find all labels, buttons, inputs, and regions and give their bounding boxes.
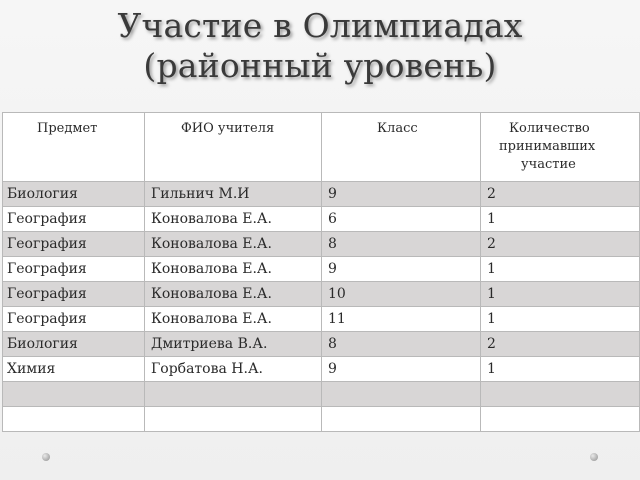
cell-teacher: [144, 357, 321, 381]
cell-grade-text: 8: [328, 236, 337, 252]
title-line-1: Участие в Олимпиадах: [117, 6, 523, 45]
cell-subject: [2, 257, 144, 281]
title-line-2: (районный уровень): [143, 46, 497, 85]
cell-teacher-text: Дмитриева В.А.: [151, 336, 268, 352]
cell-grade: [321, 182, 480, 206]
cell-teacher-text: Коновалова Е.А.: [151, 211, 272, 227]
table-row: [2, 306, 640, 331]
cell-teacher: [144, 257, 321, 281]
header-teacher-label: ФИО учителя: [181, 121, 275, 136]
cell-grade-text: 9: [328, 261, 337, 277]
cell-grade: [321, 207, 480, 231]
cell-subject: [2, 182, 144, 206]
cell-grade: [321, 307, 480, 331]
cell-grade: [321, 382, 480, 406]
cell-count-text: 2: [487, 236, 496, 252]
cell-subject: [2, 332, 144, 356]
cell-count-text: 2: [487, 186, 496, 202]
cell-teacher-text: Коновалова Е.А.: [151, 311, 272, 327]
cell-subject: [2, 382, 144, 406]
cell-subject-text: География: [7, 286, 87, 302]
cell-subject: [2, 207, 144, 231]
cell-teacher: [144, 332, 321, 356]
cell-teacher-text: Горбатова Н.А.: [151, 361, 263, 377]
table-row: [2, 381, 640, 406]
cell-teacher-text: Коновалова Е.А.: [151, 261, 272, 277]
header-subject-label: Предмет: [37, 121, 98, 136]
header-count-line-1: Количество: [509, 121, 590, 136]
cell-subject: [2, 357, 144, 381]
cell-grade: [321, 332, 480, 356]
cell-count-text: 1: [487, 361, 496, 377]
table-row: [2, 281, 640, 306]
cell-count-text: 1: [487, 286, 496, 302]
cell-teacher: [144, 382, 321, 406]
cell-teacher: [144, 232, 321, 256]
header-count: [480, 113, 640, 181]
cell-subject-text: География: [7, 261, 87, 277]
table-row: [2, 181, 640, 206]
cell-teacher: [144, 407, 321, 431]
cell-grade-text: 6: [328, 211, 337, 227]
cell-grade: [321, 232, 480, 256]
cell-subject-text: Биология: [7, 336, 78, 352]
cell-subject: [2, 232, 144, 256]
cell-subject-text: География: [7, 211, 87, 227]
cell-count: [480, 357, 640, 381]
cell-teacher-text: Коновалова Е.А.: [151, 236, 272, 252]
cell-teacher: [144, 307, 321, 331]
cell-count-text: 2: [487, 336, 496, 352]
cell-count: [480, 207, 640, 231]
table-row: [2, 206, 640, 231]
cell-subject-text: Химия: [7, 361, 56, 377]
header-teacher: [144, 113, 321, 181]
cell-count: [480, 382, 640, 406]
cell-count: [480, 282, 640, 306]
cell-grade: [321, 257, 480, 281]
cell-count-text: 1: [487, 211, 496, 227]
nav-dot-left: [42, 453, 50, 461]
cell-teacher: [144, 182, 321, 206]
cell-grade: [321, 357, 480, 381]
cell-teacher-text: Коновалова Е.А.: [151, 286, 272, 302]
cell-grade-text: 8: [328, 336, 337, 352]
cell-subject: [2, 307, 144, 331]
cell-count: [480, 257, 640, 281]
cell-count-text: 1: [487, 261, 496, 277]
cell-count: [480, 307, 640, 331]
cell-subject-text: География: [7, 236, 87, 252]
cell-count-text: 1: [487, 311, 496, 327]
cell-teacher: [144, 207, 321, 231]
slide-title: [0, 6, 640, 86]
header-count-line-2: принимавших: [499, 139, 596, 154]
cell-grade-text: 9: [328, 186, 337, 202]
cell-grade-text: 11: [328, 311, 346, 327]
table-row: [2, 256, 640, 281]
cell-grade: [321, 407, 480, 431]
cell-subject-text: География: [7, 311, 87, 327]
cell-subject: [2, 282, 144, 306]
cell-count: [480, 182, 640, 206]
nav-dot-right: [590, 453, 598, 461]
cell-grade-text: 10: [328, 286, 346, 302]
table-row: [2, 331, 640, 356]
cell-teacher: [144, 282, 321, 306]
cell-count: [480, 332, 640, 356]
cell-count: [480, 232, 640, 256]
table-header-row: [2, 112, 640, 181]
header-count-line-3: участие: [521, 157, 576, 172]
header-grade-label: Класс: [377, 121, 418, 136]
cell-subject-text: Биология: [7, 186, 78, 202]
cell-teacher-text: Гильнич М.И: [151, 186, 250, 202]
header-grade: [321, 113, 480, 181]
table-row: [2, 406, 640, 432]
header-subject: [2, 113, 144, 181]
table-row: [2, 231, 640, 256]
cell-grade: [321, 282, 480, 306]
cell-count: [480, 407, 640, 431]
table-row: [2, 356, 640, 381]
cell-subject: [2, 407, 144, 431]
cell-grade-text: 9: [328, 361, 337, 377]
